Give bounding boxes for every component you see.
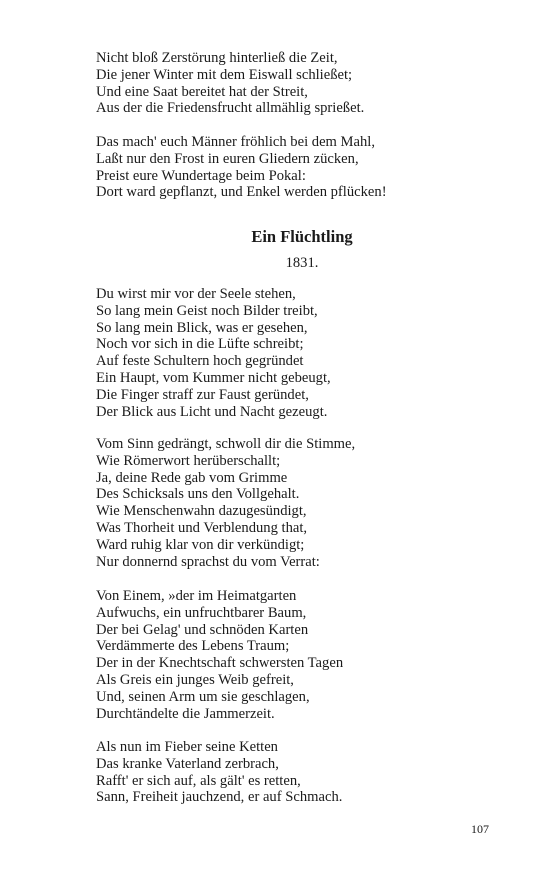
verse-line: Verdämmerte des Lebens Traum;	[96, 638, 290, 655]
verse-line: Als nun im Fieber seine Ketten	[96, 739, 278, 755]
verse-line: Ein Haupt, vom Kummer nicht gebeugt,	[96, 369, 331, 386]
verse-line: Vom Sinn gedrängt, schwoll dir die Stimme,	[96, 436, 356, 452]
verse-line: Aus der die Friedensfrucht allmählig sprießet.	[96, 100, 365, 117]
verse-line: Aufwuchs, ein unfruchtbarer Baum,	[96, 604, 307, 621]
page-number: 107	[471, 822, 489, 836]
verse-line: Nicht bloß Zerstörung hinterließ die Zeit,	[96, 50, 338, 66]
verse-line: Wie Menschenwahn dazugesündigt,	[96, 503, 307, 520]
poem-stanza-1	[96, 286, 331, 420]
verse-line: Noch vor sich in die Lüfte schreibt;	[96, 336, 304, 353]
verse-line: So lang mein Blick, was er gesehen,	[96, 319, 308, 336]
verse-line: Laßt nur den Frost in euren Gliedern zücken,	[96, 150, 359, 167]
verse-line: Nur donnernd sprachst du vom Verrat:	[96, 553, 320, 570]
verse-line: Preist eure Wundertage beim Pokal:	[96, 167, 306, 184]
verse-line: Als Greis ein junges Weib gefreit,	[96, 671, 294, 688]
verse-line: Dort ward gepflanzt, und Enkel werden pflücken!	[96, 184, 387, 201]
verse-line: Auf feste Schultern hoch gegründet	[96, 353, 304, 370]
poem-year: 1831.	[285, 255, 319, 271]
stanza-prev-1	[96, 50, 364, 117]
verse-line: Das kranke Vaterland zerbrach,	[96, 755, 279, 772]
verse-line: Ward ruhig klar von dir verkündigt;	[96, 536, 305, 553]
verse-line: Rafft' er sich auf, als gält' es retten,	[96, 772, 301, 789]
verse-line: Der in der Knechtschaft schwersten Tagen	[96, 655, 344, 672]
verse-line: Die jener Winter mit dem Eiswall schließet;	[96, 66, 353, 83]
verse-line: So lang mein Geist noch Bilder treibt,	[96, 302, 318, 319]
poem-title: Ein Flüchtling	[251, 227, 353, 246]
verse-line: Ja, deine Rede gab vom Grimme	[96, 469, 288, 486]
verse-line: Was Thorheit und Verblendung that,	[96, 519, 308, 536]
verse-line: Du wirst mir vor der Seele stehen,	[96, 286, 296, 302]
verse-line: Von Einem, »der im Heimatgarten	[96, 588, 297, 604]
verse-line: Und, seinen Arm um sie geschlagen,	[96, 688, 310, 705]
verse-line: Wie Römerwort herüberschallt;	[96, 452, 281, 469]
verse-line: Sann, Freiheit jauchzend, er auf Schmach.	[96, 789, 343, 806]
stanza-prev-2	[96, 134, 387, 201]
verse-line: Und eine Saat bereitet hat der Streit,	[96, 83, 308, 100]
poem-stanza-2	[96, 436, 355, 570]
verse-line: Die Finger straff zur Faust geründet,	[96, 386, 309, 403]
poem-stanza-3	[96, 588, 343, 722]
verse-line: Des Schicksals uns den Vollgehalt.	[96, 486, 300, 503]
verse-line: Das mach' euch Männer fröhlich bei dem Mahl,	[96, 134, 376, 150]
verse-line: Der bei Gelag' und schnöden Karten	[96, 621, 309, 638]
verse-line: Der Blick aus Licht und Nacht gezeugt.	[96, 403, 328, 420]
poem-stanza-4	[96, 739, 342, 806]
verse-line: Durchtändelte die Jammerzeit.	[96, 705, 275, 722]
